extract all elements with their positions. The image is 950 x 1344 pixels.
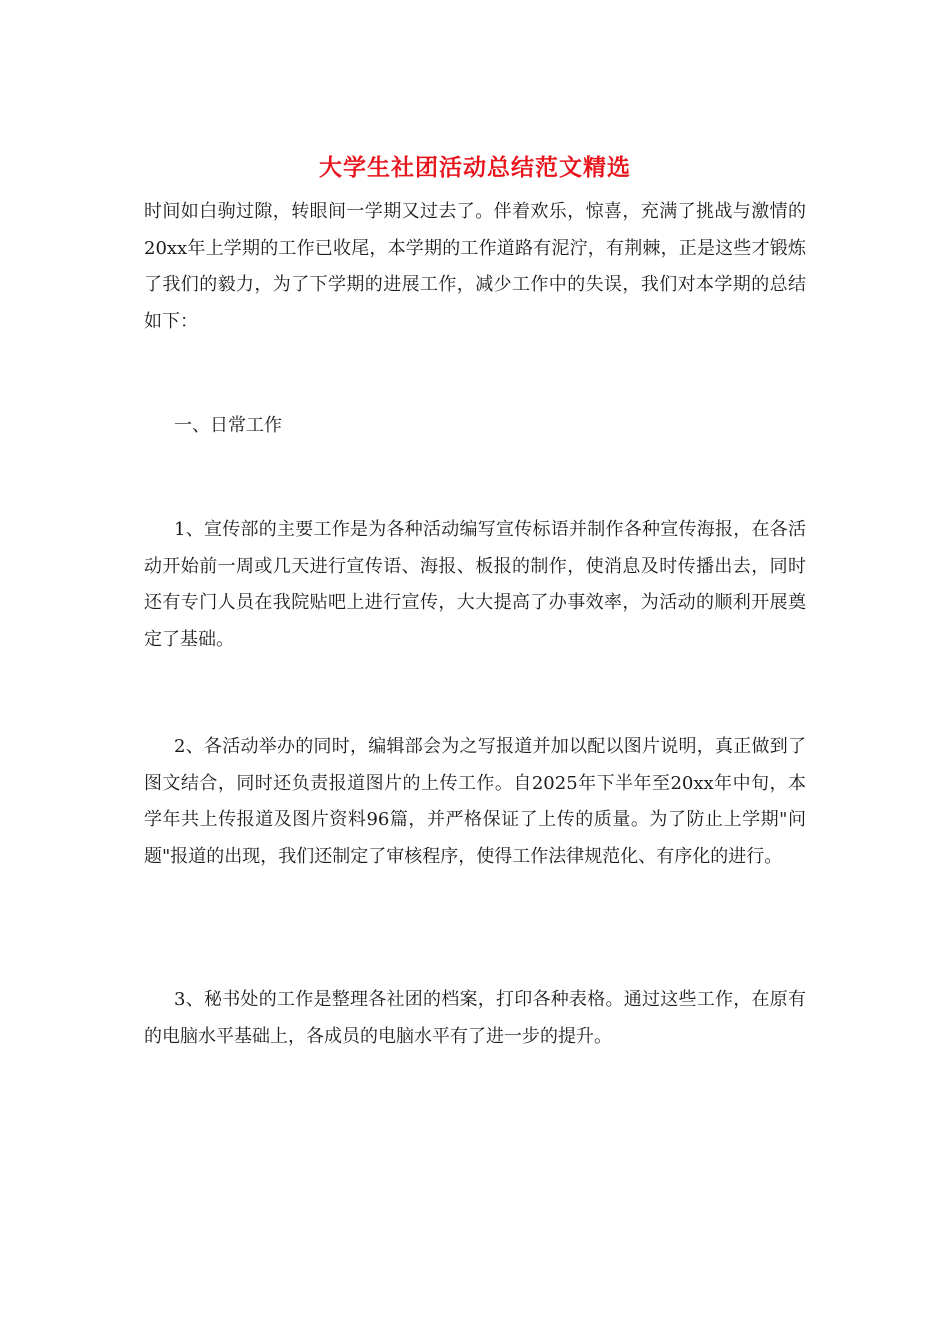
section-heading: 一、日常工作: [174, 415, 282, 436]
work-item-paragraph: 2、各活动举办的同时，编辑部会为之写报道并加以配以图片说明，真正做到了图文结合，同时还负责报道图片的上传工作。自2025年下半年至20xx年中旬，本学年共上传报道及图片资料96篇，并严格保证了上传的质量。为了防止上学期"问题"报道的出现，我们还制定了审核程序，使得工作法律规范化、有序化的进行。: [144, 736, 806, 867]
intro-paragraph: 时间如白驹过隙，转眼间一学期又过去了。伴着欢乐，惊喜，充满了挑战与激情的20xx年上学期的工作已收尾，本学期的工作道路有泥泞，有荆棘，正是这些才锻炼了我们的毅力，为了下学期的进展工作，减少工作中的失误，我们对本学期的总结如下：: [144, 201, 806, 332]
page-title: 大学生社团活动总结范文精选: [319, 154, 631, 181]
work-item-paragraph: 1、宣传部的主要工作是为各种活动编写宣传标语并制作各种宣传海报，在各活动开始前一周或几天进行宣传语、海报、板报的制作，使消息及时传播出去，同时还有专门人员在我院贴吧上进行宣传，大大提高了办事效率，为活动的顺利开展奠定了基础。: [144, 519, 806, 650]
work-item-paragraph: 3、秘书处的工作是整理各社团的档案，打印各种表格。通过这些工作，在原有的电脑水平基础上，各成员的电脑水平有了进一步的提升。: [144, 989, 806, 1047]
